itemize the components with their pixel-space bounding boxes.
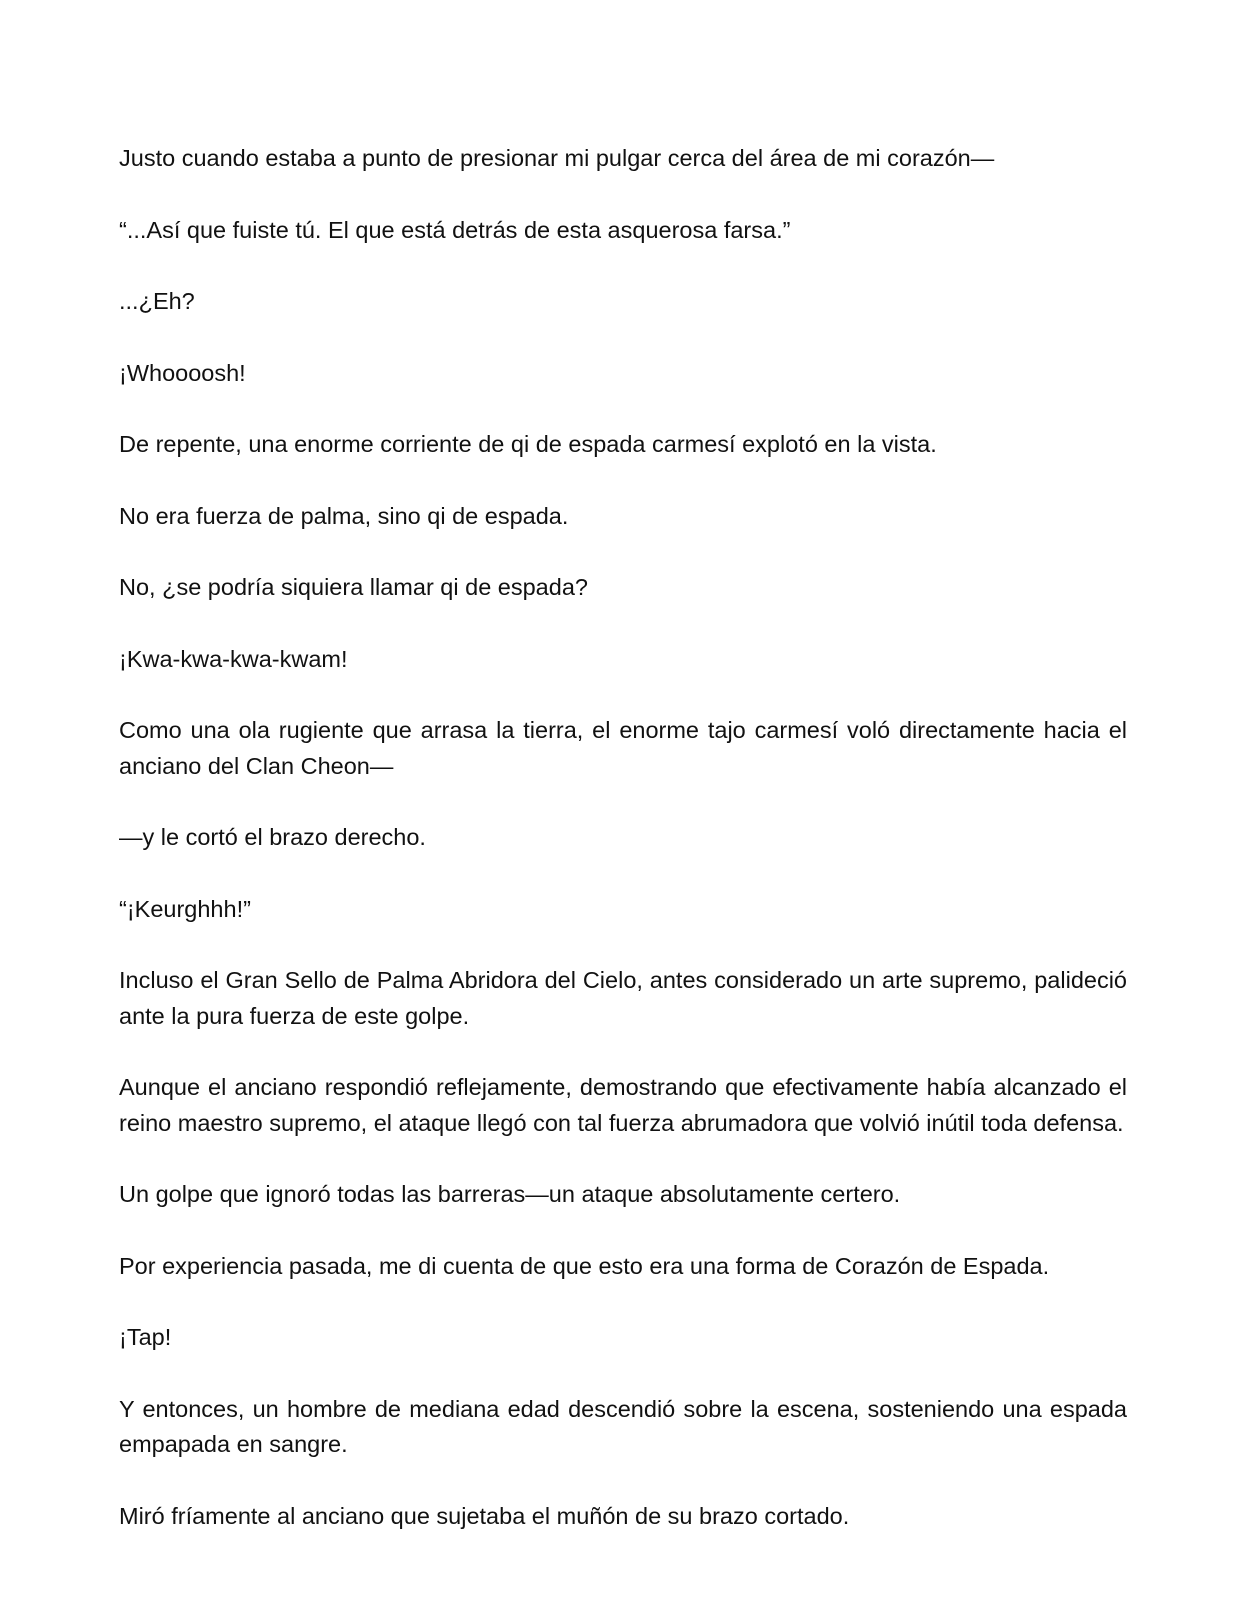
paragraph: No era fuerza de palma, sino qi de espada. [119, 502, 569, 529]
paragraph: ...¿Eh? [119, 288, 195, 314]
paragraph: ¡Whoooosh! [119, 359, 246, 386]
paragraph: —y le cortó el brazo derecho. [119, 824, 426, 850]
paragraph: Incluso el Gran Sello de Palma Abridora del Cielo, antes considerado un arte supremo, palideció ante la pura fuerza de este golpe. [119, 967, 1127, 1029]
paragraph: ¡Tap! [119, 1324, 172, 1350]
paragraph: “...Así que fuiste tú. El que está detrás de esta asquerosa farsa.” [119, 216, 791, 243]
document-page [119, 141, 1127, 1534]
paragraph: Por experiencia pasada, me di cuenta de que esto era una forma de Corazón de Espada. [119, 1252, 1050, 1279]
paragraph: Justo cuando estaba a punto de presionar mi pulgar cerca del área de mi corazón— [119, 145, 995, 171]
paragraph: ¡Kwa-kwa-kwa-kwam! [119, 645, 348, 672]
paragraph: “¡Keurghhh!” [119, 895, 251, 922]
paragraph: Como una ola rugiente que arrasa la tierra, el enorme tajo carmesí voló directamente hacia el anciano del Clan Cheon— [119, 717, 1127, 779]
paragraph: Un golpe que ignoró todas las barreras—un ataque absolutamente certero. [119, 1181, 901, 1207]
paragraph: No, ¿se podría siquiera llamar qi de espada? [119, 574, 588, 600]
paragraph: Y entonces, un hombre de mediana edad descendió sobre la escena, sosteniendo una espada empapada en sangre. [119, 1395, 1127, 1457]
paragraph: Miró fríamente al anciano que sujetaba el muñón de su brazo cortado. [119, 1502, 850, 1529]
paragraph: De repente, una enorme corriente de qi de espada carmesí explotó en la vista. [119, 431, 937, 457]
paragraph: Aunque el anciano respondió reflejamente, demostrando que efectivamente había alcanzado el reino maestro supremo, el ataque llegó con tal fuerza abrumadora que volvió inútil toda defensa. [119, 1074, 1127, 1136]
